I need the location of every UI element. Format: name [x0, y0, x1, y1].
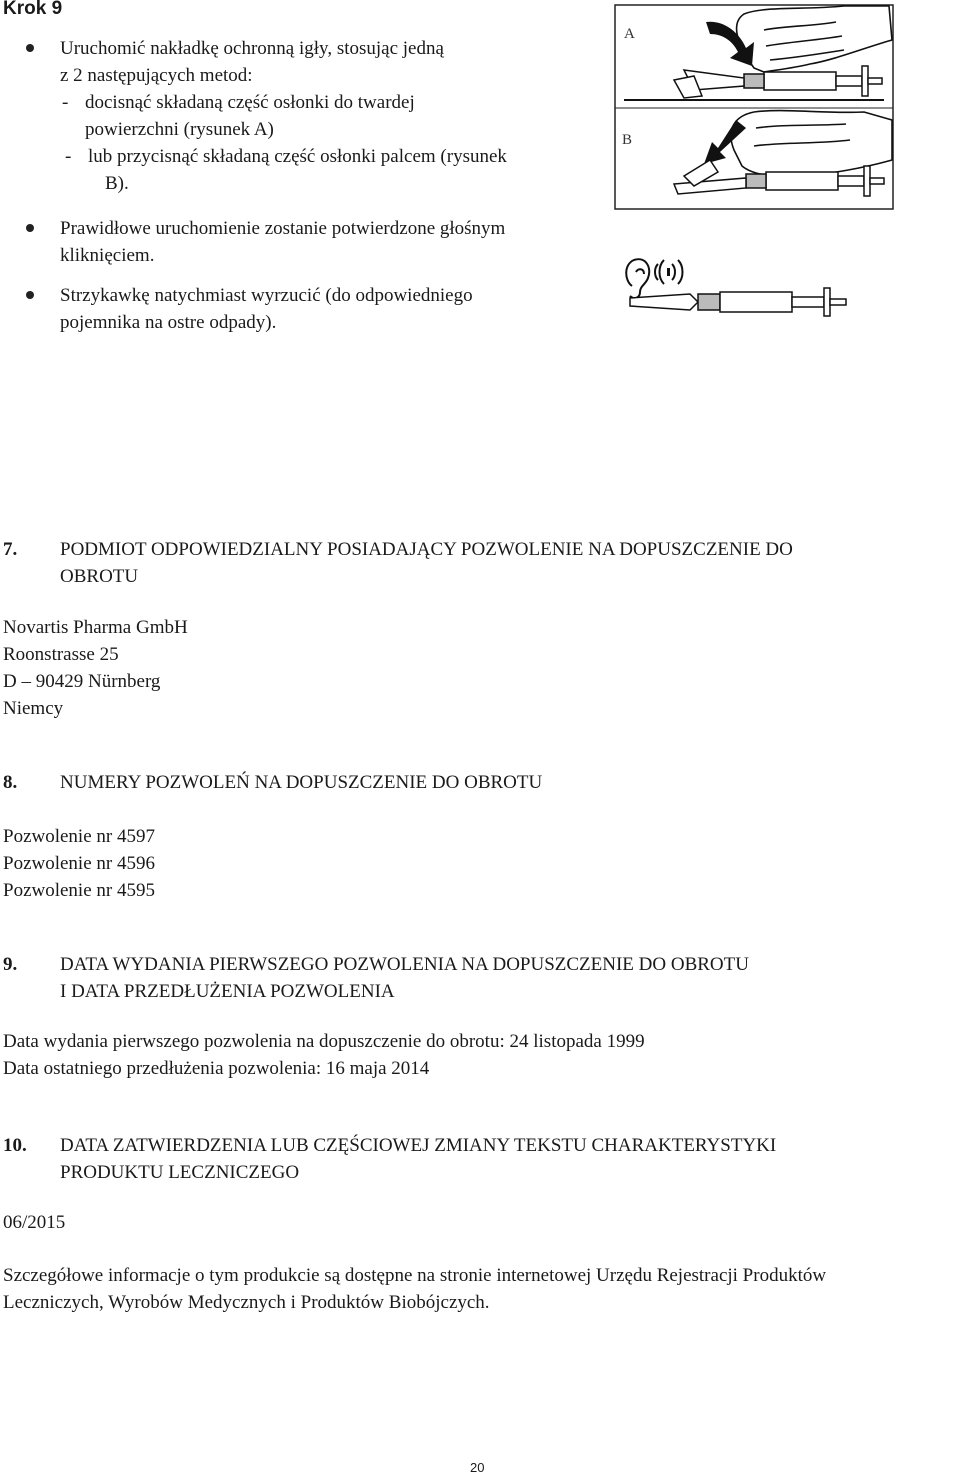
dash-icon: - [62, 92, 69, 113]
bullet-icon [26, 291, 34, 299]
section-7-heading: PODMIOT ODPOWIEDZIALNY POSIADAJĄCY POZWOLENIE NA DOPUSZCZENIE DO OBROTU [60, 539, 793, 587]
permit-list [3, 823, 155, 904]
section-10-number: 10. [3, 1135, 27, 1156]
dash-icon: - [65, 146, 72, 167]
address-line: D – 90429 Nürnberg [3, 671, 161, 692]
figure-label-b: B [622, 132, 633, 148]
first-authorisation-date: Data wydania pierwszego pozwolenia na dopuszczenie do obrotu: 24 listopada 1999 [3, 1031, 645, 1052]
more-info-text: Szczegółowe informacje o tym produkcie są dostępne na stronie internetowej Urzędu Rejestracji Produktów Leczniczych, Wyrobów Medycznych i Produktów Biobójczych. [3, 1265, 827, 1313]
step-title: Krok 9 [3, 0, 63, 19]
ear-icon [626, 259, 649, 298]
bullet-text: Strzykawkę natychmiast wyrzucić (do odpowiedniego [60, 285, 473, 306]
section-8-heading: NUMERY POZWOLEŃ NA DOPUSZCZENIE DO OBROTU [60, 772, 543, 793]
syringe-guarded-icon [630, 288, 846, 316]
method-b-text: lub przycisnąć składaną część osłonki palcem (rysunek B). [88, 146, 507, 194]
bullet-text: Uruchomić nakładkę ochronną igły, stosując jedną [60, 38, 444, 59]
bullet-text: z 2 następujących metod: [60, 65, 253, 86]
method-a-text: docisnąć składaną część osłonki do twardej powierzchni (rysunek A) [85, 92, 415, 140]
bullet-icon [26, 44, 34, 52]
needle-guard-figure [614, 0, 894, 210]
revision-date: 06/2015 [3, 1212, 66, 1233]
section-8-number: 8. [3, 772, 18, 793]
click-confirmation-figure [618, 250, 958, 320]
section-9-number: 9. [3, 954, 18, 975]
section-9-heading: DATA WYDANIA PIERWSZEGO POZWOLENIA NA DOPUSZCZENIE DO OBROTU I DATA PRZEDŁUŻENIA POZWOLENIA [60, 954, 749, 1002]
permit-item: Pozwolenie nr 4595 [3, 880, 155, 901]
permit-item: Pozwolenie nr 4596 [3, 853, 155, 874]
page-number: 20 [470, 1460, 485, 1475]
section-7-number: 7. [3, 539, 18, 560]
address-line: Novartis Pharma GmbH [3, 617, 188, 638]
address-line: Roonstrasse 25 [3, 644, 119, 665]
bullet-text: kliknięciem. [60, 245, 155, 266]
section-10-heading: DATA ZATWIERDZENIA LUB CZĘŚCIOWEJ ZMIANY TEKSTU CHARAKTERYSTYKI PRODUKTU LECZNICZEGO [60, 1135, 777, 1183]
figure-label-a: A [624, 26, 635, 42]
renewal-date: Data ostatniego przedłużenia pozwolenia: 16 maja 2014 [3, 1058, 430, 1079]
address-line: Niemcy [3, 698, 64, 719]
permit-item: Pozwolenie nr 4597 [3, 826, 155, 847]
bullet-text: pojemnika na ostre odpady). [60, 312, 277, 333]
bullet-icon [26, 224, 34, 232]
authorisation-dates [3, 1028, 645, 1082]
bullet-text: Prawidłowe uruchomienie zostanie potwierdzone głośnym [60, 218, 506, 239]
mah-address [3, 614, 188, 722]
instruction-list [0, 35, 600, 345]
